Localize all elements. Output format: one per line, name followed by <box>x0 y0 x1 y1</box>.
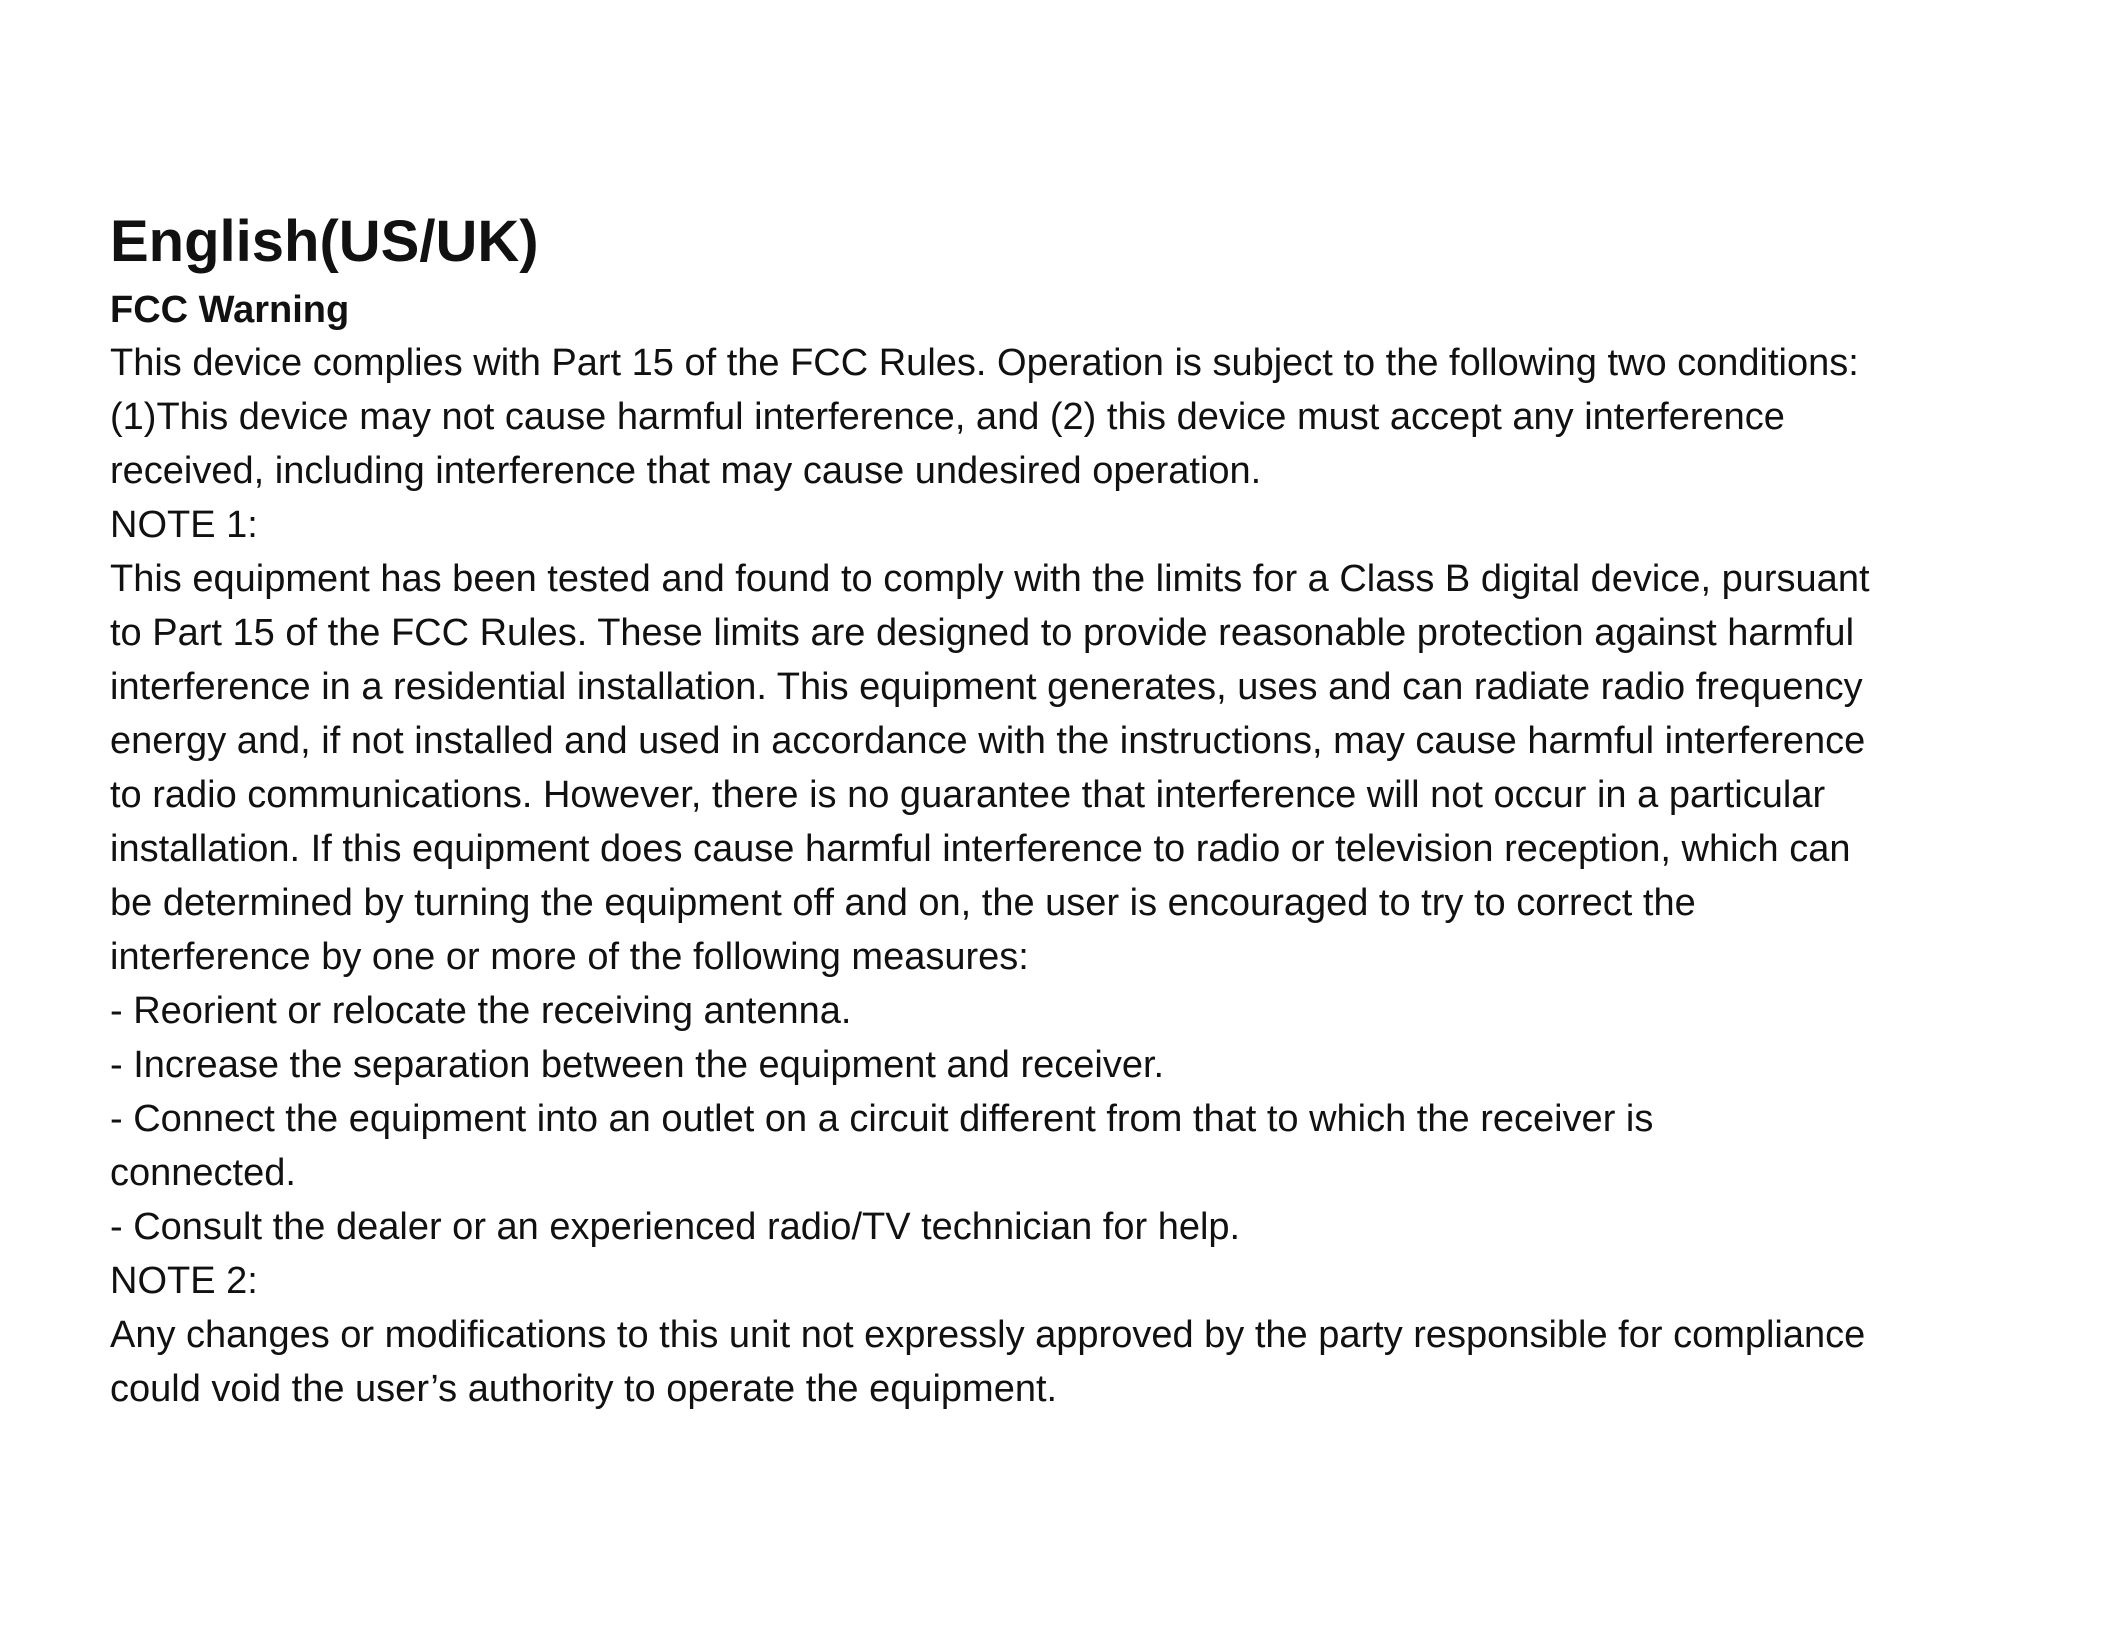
body-line: to Part 15 of the FCC Rules. These limits are designed to provide reasonable protection against harmful <box>110 612 1855 654</box>
measure-item: - Connect the equipment into an outlet on a circuit different from that to which the receiver is <box>110 1098 1654 1140</box>
body-line: received, including interference that may cause undesired operation. <box>110 450 1262 492</box>
document-page <box>110 200 2040 1416</box>
body-line: (1)This device may not cause harmful interference, and (2) this device must accept any interference <box>110 396 1785 438</box>
note-label: NOTE 1: <box>110 504 258 546</box>
measure-item: - Consult the dealer or an experienced radio/TV technician for help. <box>110 1206 1241 1248</box>
body-line: could void the user’s authority to operate the equipment. <box>110 1368 1058 1410</box>
body-line: be determined by turning the equipment off and on, the user is encouraged to try to correct the <box>110 882 1696 924</box>
body-line: Any changes or modifications to this unit not expressly approved by the party responsible for compliance <box>110 1314 1866 1356</box>
body-line: to radio communications. However, there is no guarantee that interference will not occur in a particular <box>110 774 1826 816</box>
section-title-fcc-warning: FCC Warning <box>110 289 350 331</box>
measure-item: - Reorient or relocate the receiving antenna. <box>110 990 852 1032</box>
body-line: This device complies with Part 15 of the FCC Rules. Operation is subject to the following two conditions: <box>110 342 1859 384</box>
body-line: This equipment has been tested and found to comply with the limits for a Class B digital device, pursuant <box>110 558 1870 600</box>
body-line: energy and, if not installed and used in accordance with the instructions, may cause harmful interference <box>110 720 1866 762</box>
measure-item-continuation: connected. <box>110 1152 296 1194</box>
body-line: interference by one or more of the following measures: <box>110 936 1029 978</box>
page-title: English(US/UK) <box>110 209 539 274</box>
body-line: installation. If this equipment does cause harmful interference to radio or television reception, which can <box>110 828 1851 870</box>
measure-item: - Increase the separation between the equipment and receiver. <box>110 1044 1165 1086</box>
note-label: NOTE 2: <box>110 1260 258 1302</box>
body-line: interference in a residential installation. This equipment generates, uses and can radiate radio frequency <box>110 666 1863 708</box>
